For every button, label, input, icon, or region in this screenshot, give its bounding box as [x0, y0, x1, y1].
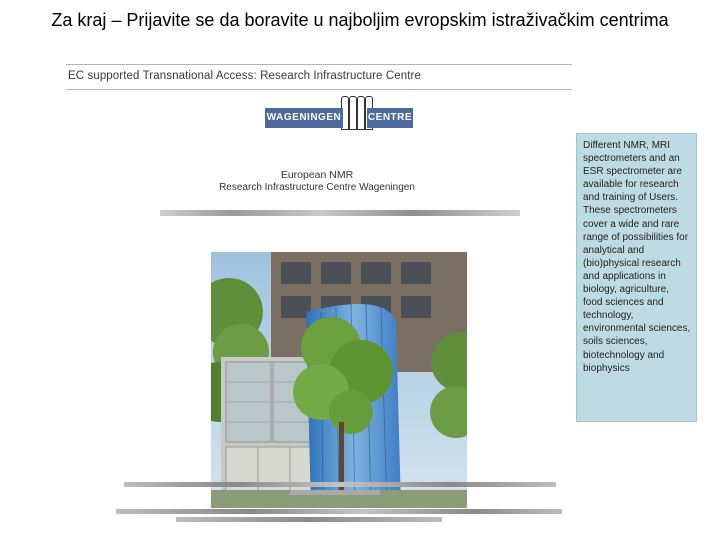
centre-name-line1: European NMR [280, 169, 354, 181]
blurred-text-line [176, 517, 442, 522]
page-header: EC supported Transnational Access: Research Infrastructure Centre [68, 70, 421, 82]
blurred-text-line [116, 509, 562, 514]
blurred-text-line [124, 482, 556, 487]
centre-name-line2: Research Infrastructure Centre Wageningen [219, 182, 415, 193]
divider [66, 64, 572, 65]
blurred-text-line [290, 490, 380, 495]
document-page [62, 62, 572, 527]
wageningen-centre-logo [265, 96, 415, 132]
divider [66, 89, 572, 90]
logo-right-text: CENTRE [367, 108, 413, 128]
blurred-text-line [160, 210, 520, 216]
logo-left-text: WAGENINGEN [265, 108, 343, 128]
logo-pillar [357, 96, 365, 130]
logo-pillar [349, 96, 357, 130]
slide-title: Za kraj – Prijavite se da boravite u najboljim evropskim istraživačkim centrima [51, 10, 669, 30]
building-photo [211, 252, 467, 508]
description-box [576, 133, 697, 422]
building-photo-graphic [211, 252, 467, 508]
description-text: Different NMR, MRI spectrometers and an ESR spectrometer are available for research and training of Users. These spectrometers cover a wide and rare range of possibilities for analytical and (bio)physical research and applications in biology, agriculture, food sciences and technology, environmental sciences, soils sciences, biotechnology and biophysics [583, 140, 691, 374]
